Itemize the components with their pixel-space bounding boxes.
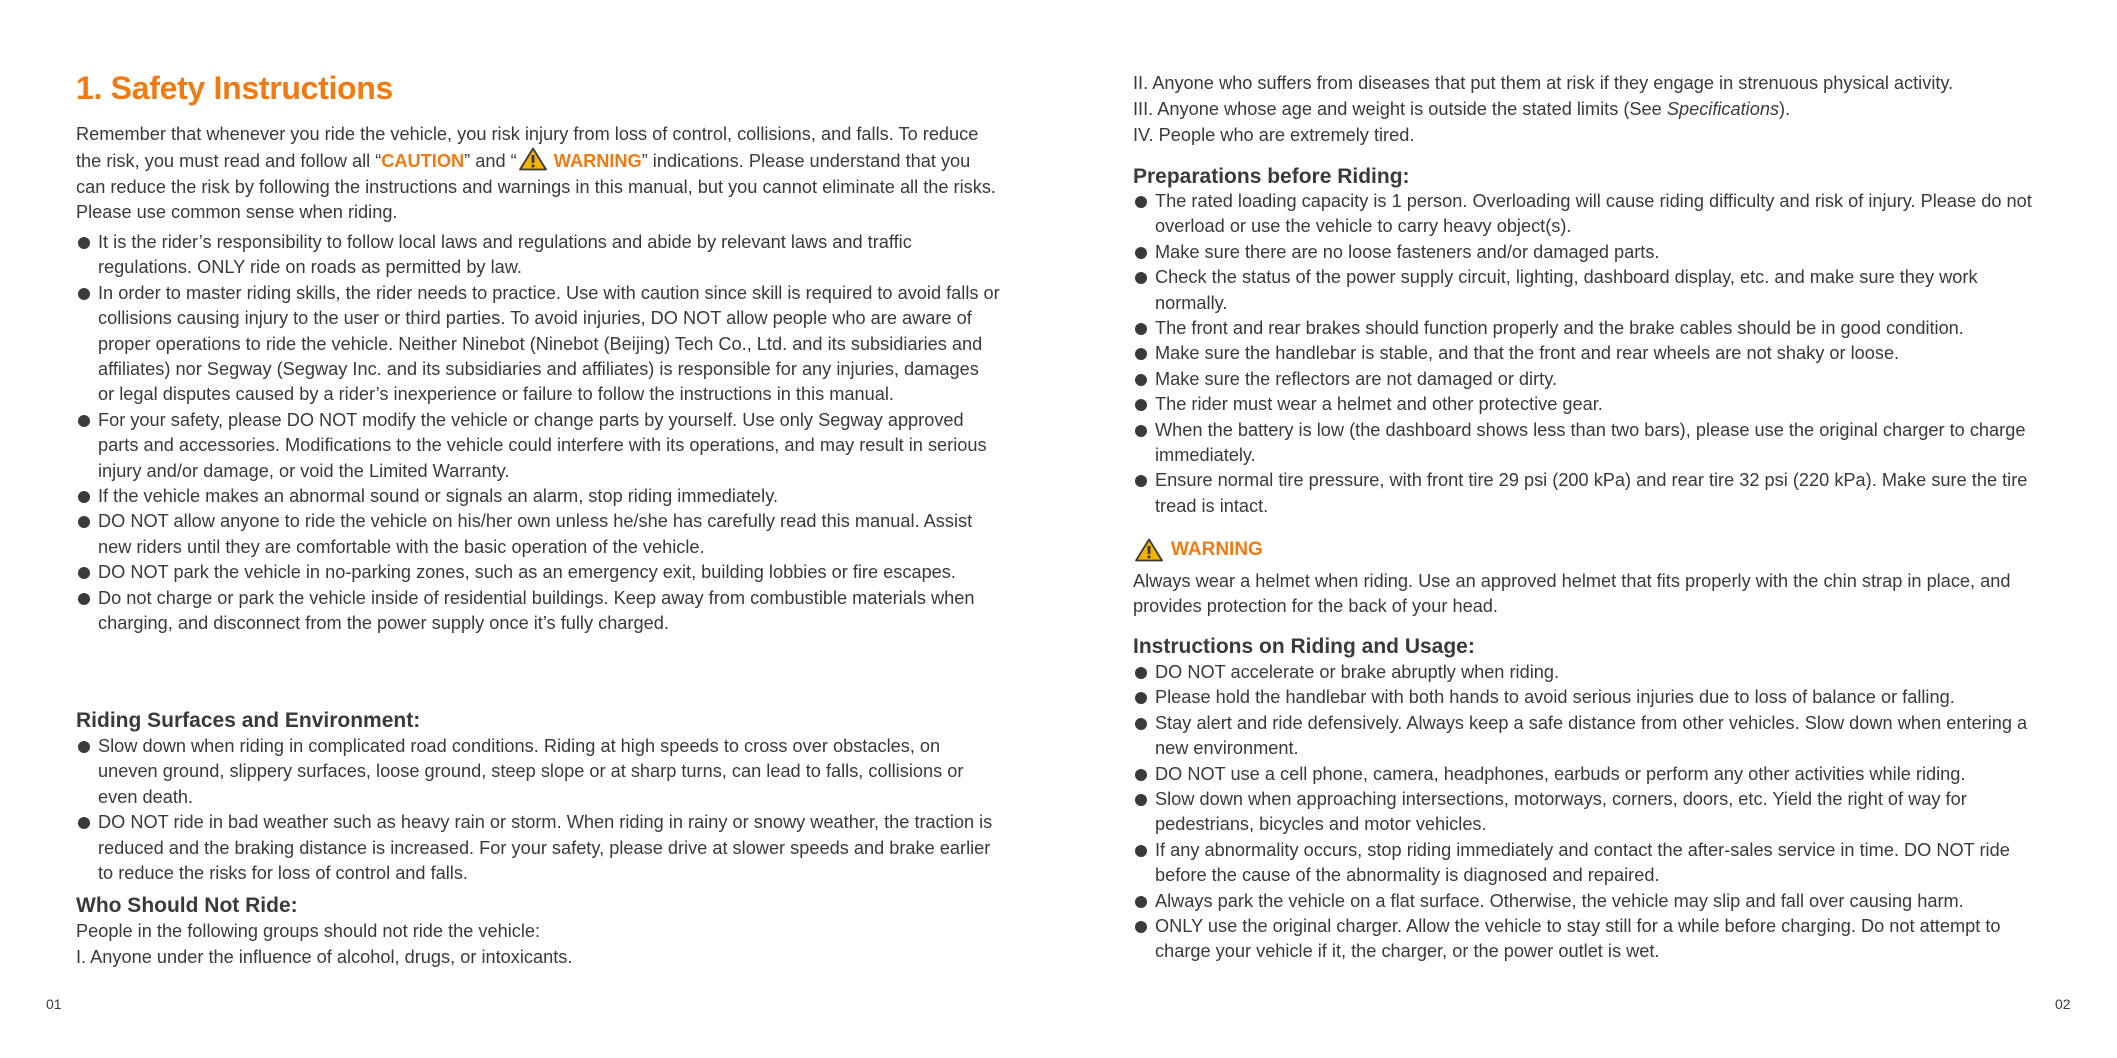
intro-text-3: ” indications. Please understand that you can reduce the risk by following the instructions and warnings in this manual, but you cannot eliminate all the risks. Please use common sense when riding. bbox=[76, 151, 996, 223]
bullet-dot bbox=[78, 567, 90, 579]
riding-surfaces-list bbox=[76, 734, 1000, 886]
warning-triangle-icon bbox=[519, 147, 547, 171]
warning-heading bbox=[1133, 538, 2049, 562]
warning-text: Always wear a helmet when riding. Use an approved helmet that fits properly with the chin strap in place, and provides protection for the back of your head. bbox=[1133, 571, 2011, 617]
bullet-dot bbox=[1135, 272, 1147, 284]
list-item: If the vehicle makes an abnormal sound or signals an alarm, stop riding immediately. bbox=[76, 484, 1000, 509]
instructions-list bbox=[1133, 660, 2049, 965]
right-page bbox=[1133, 0, 2049, 1058]
list-item: Make sure there are no loose fasteners and/or damaged parts. bbox=[1133, 240, 2049, 265]
list-item: If any abnormality occurs, stop riding immediately and contact the after-sales service in time. DO NOT ride before the cause of the abnormality is diagnosed and repaired. bbox=[1133, 838, 2049, 889]
bullet-dot bbox=[78, 288, 90, 300]
list-item: Stay alert and ride defensively. Always keep a safe distance from other vehicles. Slow down when entering a new environment. bbox=[1133, 711, 2049, 762]
bullet-dot bbox=[1135, 794, 1147, 806]
who-item-4: IV. People who are extremely tired. bbox=[1133, 125, 1415, 145]
bullet-dot bbox=[78, 415, 90, 427]
bullet-dot bbox=[78, 237, 90, 249]
page-number-left: 01 bbox=[46, 996, 62, 1012]
list-item: Do not charge or park the vehicle inside of residential buildings. Keep away from combustible materials when charging, and disconnect from the power supply once it’s fully charged. bbox=[76, 586, 1000, 637]
list-item: DO NOT accelerate or brake abruptly when riding. bbox=[1133, 660, 2049, 685]
preparations-heading: Preparations before Riding: bbox=[1133, 165, 1410, 188]
bullet-dot bbox=[78, 817, 90, 829]
bullet-dot bbox=[1135, 348, 1147, 360]
list-item: The rated loading capacity is 1 person. Overloading will cause riding difficulty and risk of injury. Please do not overload or use the vehicle to carry heavy object(s). bbox=[1133, 189, 2049, 240]
list-item: DO NOT use a cell phone, camera, headphones, earbuds or perform any other activities while riding. bbox=[1133, 762, 2049, 787]
general-safety-list bbox=[76, 230, 1000, 637]
bullet-dot bbox=[1135, 667, 1147, 679]
list-item: The rider must wear a helmet and other protective gear. bbox=[1133, 392, 2049, 417]
warning-label: WARNING bbox=[1171, 539, 1263, 560]
bullet-dot bbox=[1135, 475, 1147, 487]
warning-triangle-icon bbox=[1135, 538, 1163, 562]
who-item-3: III. Anyone whose age and weight is outside the stated limits (See Specifications). bbox=[1133, 99, 1791, 119]
list-item: Always park the vehicle on a flat surface. Otherwise, the vehicle may slip and fall over causing harm. bbox=[1133, 889, 2049, 914]
bullet-dot bbox=[1135, 196, 1147, 208]
who-item-1: I. Anyone under the influence of alcohol, drugs, or intoxicants. bbox=[76, 947, 573, 967]
bullet-dot bbox=[1135, 247, 1147, 259]
bullet-dot bbox=[1135, 374, 1147, 386]
page-title: 1. Safety Instructions bbox=[76, 70, 394, 106]
list-item: DO NOT ride in bad weather such as heavy rain or storm. When riding in rainy or snowy weather, the traction is reduced and the braking distance is increased. For your safety, please drive at slower speeds and brake earlier to reduce the risks for loss of control and falls. bbox=[76, 810, 1000, 886]
intro-text-1: Remember that whenever you ride the vehicle, you risk injury from loss of control, collisions, and falls. To reduce the risk, you must read and follow all “ bbox=[76, 124, 979, 172]
caution-word: CAUTION bbox=[381, 151, 465, 172]
list-item: In order to master riding skills, the rider needs to practice. Use with caution since skill is required to avoid falls or collisions causing injury to the user or third parties. To avoid injuries, DO NOT allow people who are aware of proper operations to ride the vehicle. Neither Ninebot (Ninebot (Beijing) Tech Co., Ltd. and its subsidiaries and affiliates) nor Segway (Segway Inc. and its subsidiaries and affiliates) is responsible for any injuries, damages or legal disputes caused by a rider’s inexperience or failure to follow the instructions in this manual. bbox=[76, 281, 1000, 408]
bullet-dot bbox=[78, 516, 90, 528]
list-item: For your safety, please DO NOT modify the vehicle or change parts by yourself. Use only Segway approved parts and accessories. Modifications to the vehicle could interfere with its operations, and may result in serious injury and/or damage, or void the Limited Warranty. bbox=[76, 408, 1000, 484]
bullet-dot bbox=[78, 491, 90, 503]
list-item: It is the rider’s responsibility to follow local laws and regulations and abide by relevant laws and traffic regulations. ONLY ride on roads as permitted by law. bbox=[76, 230, 1000, 281]
bullet-dot bbox=[1135, 692, 1147, 704]
bullet-dot bbox=[1135, 399, 1147, 411]
list-item: DO NOT allow anyone to ride the vehicle on his/her own unless he/she has carefully read this manual. Assist new riders until they are comfortable with the basic operation of the vehicle. bbox=[76, 509, 1000, 560]
specifications-reference: Specifications bbox=[1666, 99, 1780, 119]
left-page bbox=[76, 0, 1000, 1058]
bullet-dot bbox=[1135, 425, 1147, 437]
page-number-right: 02 bbox=[2055, 996, 2071, 1012]
riding-surfaces-heading: Riding Surfaces and Environment: bbox=[76, 709, 421, 732]
list-item: Slow down when approaching intersections, motorways, corners, doors, etc. Yield the right of way for pedestrians, bicycles and motor vehicles. bbox=[1133, 787, 2049, 838]
intro-paragraph bbox=[76, 122, 1000, 226]
intro-text-2: ” and “ bbox=[464, 151, 517, 172]
list-item: Slow down when riding in complicated road conditions. Riding at high speeds to cross over obstacles, on uneven ground, slippery surfaces, loose ground, steep slope or at sharp turns, can lead to falls, collisions or even death. bbox=[76, 734, 1000, 810]
list-item: When the battery is low (the dashboard shows less than two bars), please use the original charger to charge immediately. bbox=[1133, 418, 2049, 469]
who-should-not-ride-heading: Who Should Not Ride: bbox=[76, 894, 298, 917]
bullet-dot bbox=[1135, 845, 1147, 857]
instructions-heading: Instructions on Riding and Usage: bbox=[1133, 635, 1475, 658]
who-item-2: II. Anyone who suffers from diseases that put them at risk if they engage in strenuous physical activity. bbox=[1133, 73, 1954, 93]
bullet-dot bbox=[1135, 896, 1147, 908]
list-item: Make sure the reflectors are not damaged or dirty. bbox=[1133, 367, 2049, 392]
list-item: Please hold the handlebar with both hands to avoid serious injuries due to loss of balance or falling. bbox=[1133, 685, 2049, 710]
list-item: DO NOT park the vehicle in no-parking zones, such as an emergency exit, building lobbies or fire escapes. bbox=[76, 560, 1000, 585]
list-item: Check the status of the power supply circuit, lighting, dashboard display, etc. and make sure they work normally. bbox=[1133, 265, 2049, 316]
list-item: ONLY use the original charger. Allow the vehicle to stay still for a while before charging. Do not attempt to charge your vehicle if it, the charger, or the power outlet is wet. bbox=[1133, 914, 2049, 965]
bullet-dot bbox=[1135, 921, 1147, 933]
list-item: Ensure normal tire pressure, with front tire 29 psi (200 kPa) and rear tire 32 psi (220 kPa). Make sure the tire tread is intact. bbox=[1133, 468, 2049, 519]
bullet-dot bbox=[1135, 323, 1147, 335]
list-item: Make sure the handlebar is stable, and that the front and rear wheels are not shaky or loose. bbox=[1133, 341, 2049, 366]
warning-word: WARNING bbox=[553, 151, 642, 172]
preparations-list bbox=[1133, 189, 2049, 519]
bullet-dot bbox=[1135, 718, 1147, 730]
bullet-dot bbox=[78, 593, 90, 605]
bullet-dot bbox=[78, 741, 90, 753]
bullet-dot bbox=[1135, 769, 1147, 781]
list-item: The front and rear brakes should function properly and the brake cables should be in good condition. bbox=[1133, 316, 2049, 341]
who-intro: People in the following groups should not ride the vehicle: bbox=[76, 921, 541, 941]
